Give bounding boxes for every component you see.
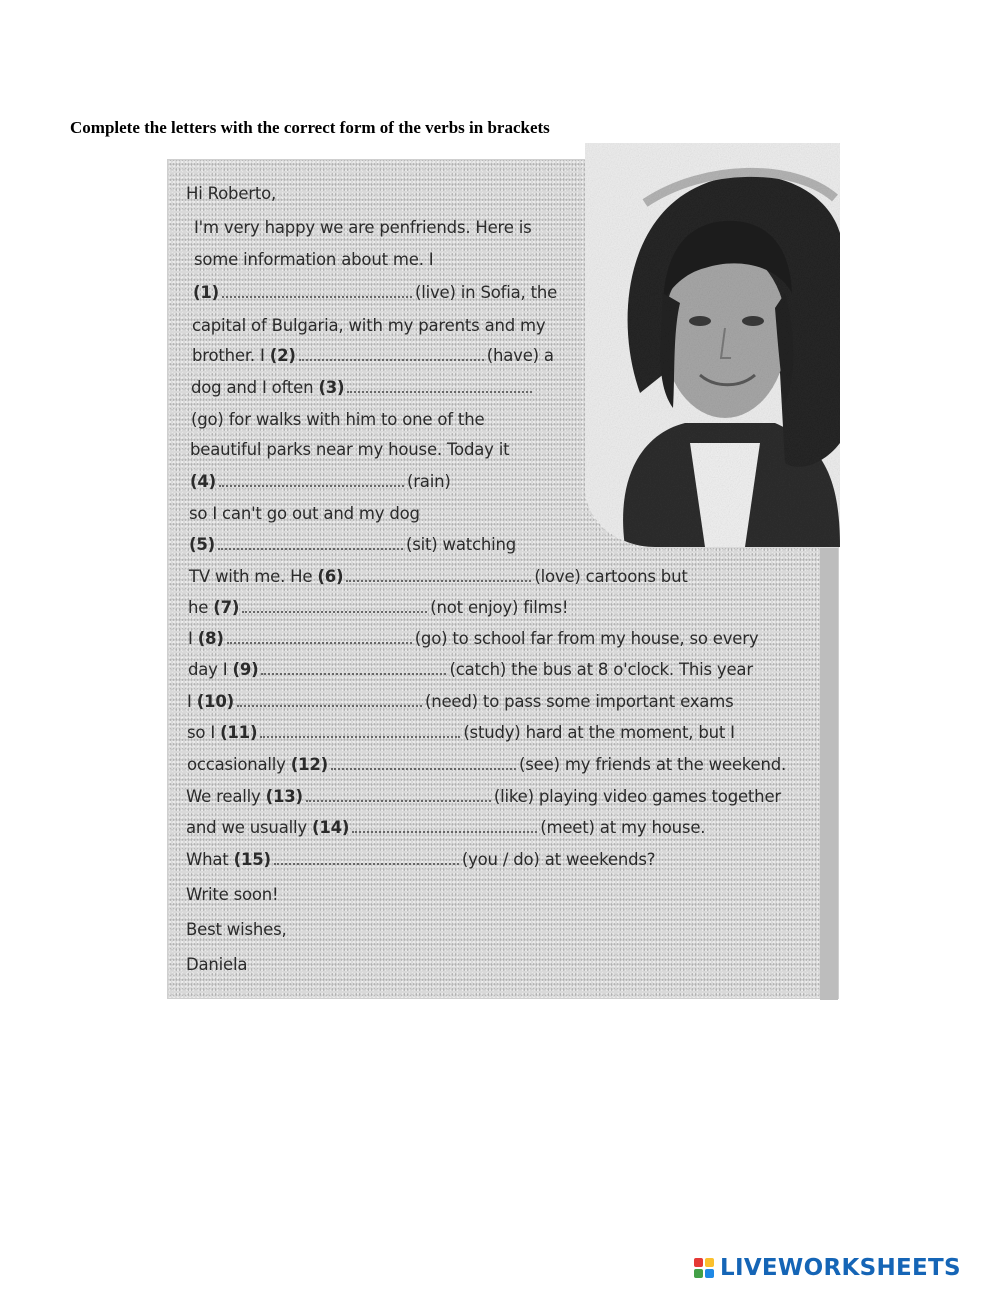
line-text: so I can't go out and my dog [189, 504, 420, 523]
line-text: some information about me. I [194, 250, 434, 269]
portrait-photo [585, 143, 840, 547]
letter-line [190, 440, 509, 459]
blank-number: (14) [311, 818, 350, 837]
answer-blank[interactable] [242, 599, 427, 613]
answer-blank[interactable] [227, 630, 412, 644]
line-text: TV with me. He [189, 567, 313, 586]
letter-closing: Write soon! [186, 885, 279, 904]
letter-greeting: Hi Roberto, [186, 184, 277, 203]
line-text: capital of Bulgaria, with my parents and my [192, 316, 546, 335]
line-text: (you / do) at weekends? [461, 850, 656, 869]
answer-blank[interactable] [346, 568, 531, 582]
letter-line [192, 316, 546, 335]
letter-line [194, 218, 532, 237]
line-text: What [186, 850, 229, 869]
logo-mark-icon [694, 1258, 714, 1278]
line-text: beautiful parks near my house. Today it [190, 440, 510, 459]
answer-blank[interactable] [219, 473, 404, 487]
line-text: (go) to school far from my house, so every [414, 629, 759, 648]
letter-line [187, 723, 735, 742]
line-text: (not enjoy) films! [430, 598, 569, 617]
line-text: (catch) the bus at 8 o'clock. This year [449, 660, 753, 679]
answer-blank[interactable] [299, 347, 484, 361]
line-text: (study) hard at the moment, but I [463, 723, 735, 742]
answer-blank[interactable] [306, 788, 491, 802]
line-text: I [187, 692, 192, 711]
liveworksheets-logo [694, 1255, 961, 1281]
line-text: (meet) at my house. [540, 818, 706, 837]
letter-line [193, 283, 557, 302]
letter-line [186, 787, 781, 806]
line-text: (live) in Sofia, the [414, 283, 558, 302]
blank-number: (2) [269, 346, 296, 365]
card-edge [820, 548, 838, 1000]
line-text: brother. I [192, 346, 265, 365]
letter-line [194, 250, 433, 269]
letter-line [191, 410, 484, 429]
line-text: (like) playing video games together [493, 787, 781, 806]
blank-number: (12) [290, 755, 329, 774]
answer-blank[interactable] [260, 724, 460, 738]
blank-number: (7) [213, 598, 240, 617]
blank-number: (10) [196, 692, 234, 711]
blank-number: (13) [265, 787, 303, 806]
letter-line [188, 660, 753, 679]
answer-blank[interactable] [347, 379, 532, 393]
line-text: (see) my friends at the weekend. [519, 755, 787, 774]
blank-number: (4) [190, 472, 216, 491]
line-text: (rain) [406, 472, 451, 491]
line-text: occasionally [187, 755, 286, 774]
blank-number: (15) [233, 850, 271, 869]
logo-text: LIVEWORKSHEETS [720, 1255, 961, 1281]
letter-line [190, 472, 451, 491]
blank-number: (3) [318, 378, 345, 397]
instruction-heading: Complete the letters with the correct form of the verbs in brackets [70, 118, 550, 137]
blank-number: (6) [317, 567, 344, 586]
answer-blank[interactable] [261, 661, 446, 675]
line-text: (sit) watching [405, 535, 517, 554]
blank-number: (1) [193, 283, 219, 302]
line-text: I'm very happy we are penfriends. Here is [194, 218, 532, 237]
line-text: he [188, 598, 209, 617]
letter-signature: Daniela [186, 955, 248, 974]
answer-blank[interactable] [222, 284, 412, 298]
blank-number: (5) [189, 535, 215, 554]
line-text: (love) cartoons but [534, 567, 688, 586]
letter-line [191, 378, 535, 397]
answer-blank[interactable] [331, 756, 516, 770]
blank-number: (11) [220, 723, 258, 742]
answer-blank[interactable] [274, 851, 459, 865]
line-text: day I [188, 660, 228, 679]
line-text: and we usually [186, 818, 307, 837]
blank-number: (9) [232, 660, 259, 679]
answer-blank[interactable] [237, 693, 422, 707]
letter-line [189, 504, 420, 523]
letter-line [187, 692, 733, 711]
answer-blank[interactable] [352, 819, 537, 833]
blank-number: (8) [197, 629, 224, 648]
letter-line [186, 818, 705, 837]
answer-blank[interactable] [218, 536, 403, 550]
letter-line [187, 755, 786, 774]
letter-line [189, 567, 688, 586]
line-text: so I [187, 723, 216, 742]
letter-line [186, 850, 655, 869]
line-text: I [188, 629, 193, 648]
letter-line [192, 346, 554, 365]
letter-line [188, 629, 758, 648]
letter-signoff: Best wishes, [186, 920, 287, 939]
line-text: dog and I often [191, 378, 314, 397]
line-text: (need) to pass some important exams [424, 692, 734, 711]
line-text: We really [186, 787, 261, 806]
letter-line [188, 598, 568, 617]
line-text: (go) for walks with him to one of the [191, 410, 485, 429]
line-text: (have) a [486, 346, 554, 365]
letter-line [189, 535, 516, 554]
